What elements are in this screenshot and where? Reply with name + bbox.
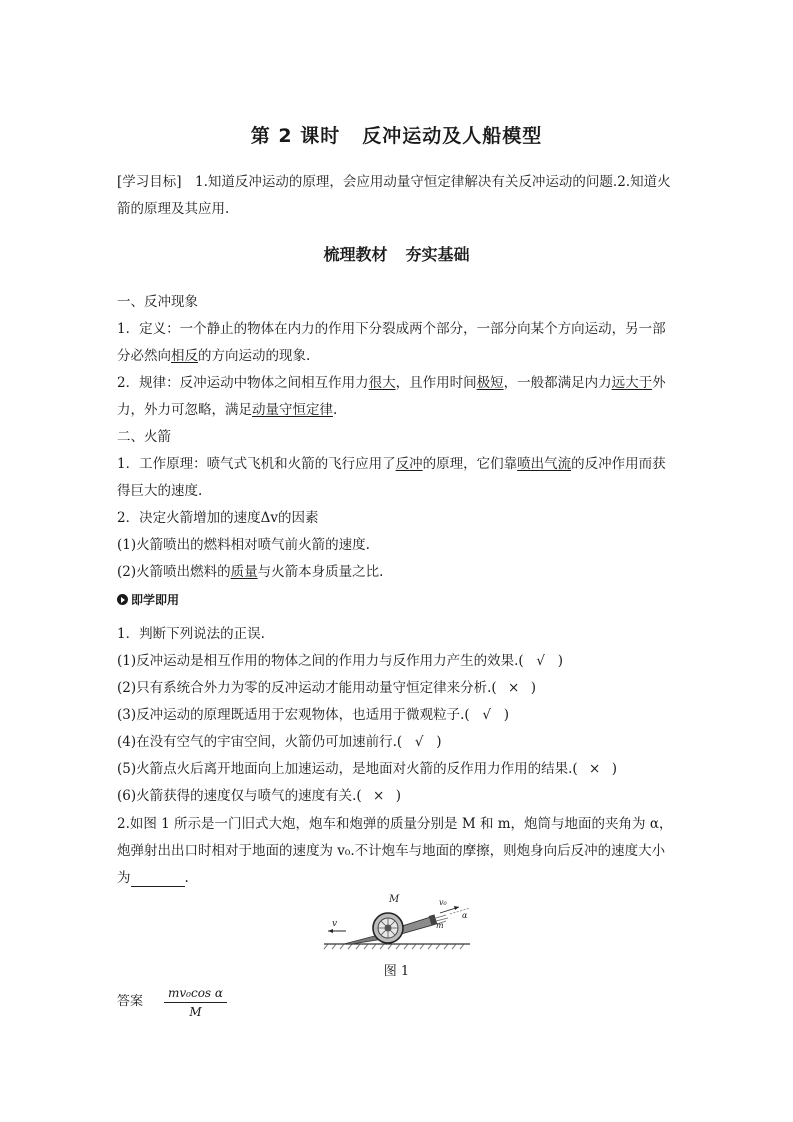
page-title <box>0 121 793 148</box>
label-m: m <box>436 921 444 930</box>
label-M: M <box>389 894 400 905</box>
answer-blank <box>131 872 185 887</box>
judgment-mark: × <box>373 788 385 804</box>
rule-line-2: 力，外力可忽略，满足动量守恒定律. <box>117 402 338 418</box>
answer-denominator: M <box>189 1005 202 1019</box>
answer-label: 答案 <box>117 994 144 1009</box>
answer-fraction <box>164 986 227 1019</box>
judgment-item-1: (1)反冲运动是相互作用的物体之间的作用力与反作用力产生的效果.( √ ) <box>117 653 563 669</box>
judgment-item-4: (4)在没有空气的宇宙空间，火箭仍可加速前行.( √ ) <box>117 734 442 750</box>
factor-2: (2)火箭喷出燃料的质量与火箭本身质量之比. <box>117 564 384 580</box>
objectives-line-2: 箭的原理及其应用. <box>117 201 230 217</box>
question-2-line-2: 炮弹射出出口时相对于地面的速度为 v₀.不计炮车与地面的摩擦，则炮身向后反冲的速度大小 <box>117 843 666 859</box>
practice-label: 即学即用 <box>117 591 179 609</box>
judgment-item-3: (3)反冲运动的原理既适用于宏观物体，也适用于微观粒子.( √ ) <box>117 707 509 723</box>
question-1: 1．判断下列说法的正误. <box>117 626 265 642</box>
lesson-title: 反冲运动及人船模型 <box>362 125 543 147</box>
cannon-figure <box>322 888 472 952</box>
judgment-mark: √ <box>414 734 424 750</box>
judgment-item-5: (5)火箭点火后离开地面向上加速运动，是地面对火箭的反作用力作用的结果.( × ) <box>117 761 617 777</box>
label-v: v <box>332 919 338 929</box>
figure-caption: 图 1 <box>383 964 410 979</box>
lesson-number: 第 2 课时 <box>250 125 341 147</box>
factor-1: (1)火箭喷出的燃料相对喷气前火箭的速度. <box>117 537 370 553</box>
judgment-mark: √ <box>482 707 491 723</box>
rule-line-1: 2．规律：反冲运动中物体之间相互作用力很大，且作用时间极短，一般都满足内力远大于外 <box>117 375 666 391</box>
section-heading: 梳理教材 夯实基础 <box>323 245 470 264</box>
factors-heading: 2．决定火箭增加的速度Δv的因素 <box>117 510 319 526</box>
judgment-mark: × <box>589 761 601 777</box>
definition-line-2: 分必然向相反的方向运动的现象. <box>117 348 311 364</box>
principle-line-1: 1．工作原理：喷气式飞机和火箭的飞行应用了反冲的原理，它们靠喷出气流的反冲作用而获 <box>117 456 666 472</box>
judgment-mark: × <box>508 680 520 696</box>
objectives-line-1: [学习目标] 1.知道反冲运动的原理，会应用动量守恒定律解决有关反冲运动的问题.2.知道火 <box>117 174 671 190</box>
judgment-mark: √ <box>536 653 545 669</box>
definition-line-1: 1．定义：一个静止的物体在内力的作用下分裂成两个部分，一部分向某个方向运动，另一部 <box>117 321 666 337</box>
judgment-item-2: (2)只有系统合外力为零的反冲运动才能用动量守恒定律来分析.( × ) <box>117 680 536 696</box>
question-2-line-1: 2.如图 1 所示是一门旧式大炮，炮车和炮弹的质量分别是 M 和 m，炮筒与地面的夹角为 α， <box>117 816 673 832</box>
label-v0: v₀ <box>439 898 447 907</box>
label-alpha: α <box>462 911 468 920</box>
heading-recoil: 一、反冲现象 <box>117 294 198 310</box>
question-2-line-3: 为 . <box>117 870 189 886</box>
heading-rocket: 二、火箭 <box>117 429 171 445</box>
answer-numerator: mv₀cos α <box>164 986 227 1003</box>
principle-line-2: 得巨大的速度. <box>117 483 203 499</box>
judgment-item-6: (6)火箭获得的速度仅与喷气的速度有关.( × ) <box>117 788 401 804</box>
play-circle-icon <box>117 594 128 605</box>
